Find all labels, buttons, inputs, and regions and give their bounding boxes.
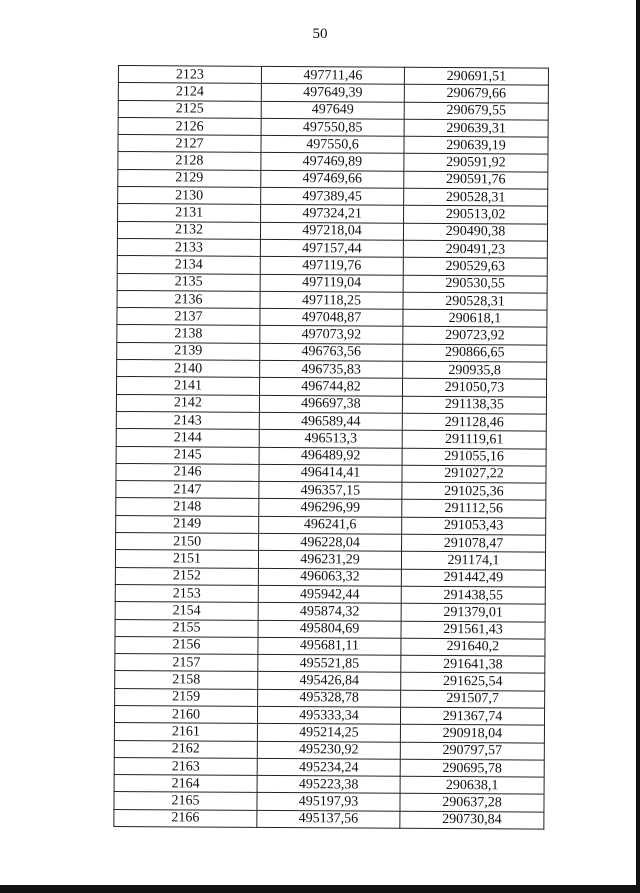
point-number-cell: 2138	[117, 325, 260, 343]
x-coordinate-cell: 495328,78	[258, 689, 401, 707]
point-number-cell: 2151	[115, 550, 258, 568]
x-coordinate-cell: 495197,93	[257, 793, 400, 811]
point-number-cell: 2140	[117, 360, 260, 378]
x-coordinate-cell: 495521,85	[258, 654, 401, 672]
x-coordinate-cell: 497119,76	[260, 257, 403, 275]
x-coordinate-cell: 497118,25	[260, 291, 403, 309]
y-coordinate-cell: 290528,31	[404, 188, 548, 206]
x-coordinate-cell: 496296,99	[259, 499, 402, 517]
point-number-cell: 2143	[116, 411, 259, 429]
y-coordinate-cell: 291640,2	[401, 638, 545, 656]
point-number-cell: 2139	[117, 342, 260, 360]
point-number-cell: 2148	[116, 498, 259, 516]
point-number-cell: 2144	[116, 429, 259, 447]
scan-border-right	[636, 0, 640, 893]
x-coordinate-cell: 497550,6	[261, 136, 404, 154]
x-coordinate-cell: 496744,82	[259, 378, 402, 396]
y-coordinate-cell: 290730,84	[400, 811, 544, 829]
point-number-cell: 2128	[118, 152, 261, 170]
x-coordinate-cell: 497218,04	[260, 222, 403, 240]
point-number-cell: 2155	[115, 619, 258, 637]
point-number-cell: 2145	[116, 446, 259, 464]
y-coordinate-cell: 290679,66	[404, 85, 548, 103]
y-coordinate-cell: 290618,1	[403, 309, 547, 327]
y-coordinate-cell: 291053,43	[402, 517, 546, 535]
point-number-cell: 2130	[118, 187, 261, 205]
y-coordinate-cell: 290866,65	[403, 344, 547, 362]
y-coordinate-cell: 291112,56	[402, 500, 546, 518]
point-number-cell: 2137	[117, 308, 260, 326]
x-coordinate-cell: 496697,38	[259, 395, 402, 413]
x-coordinate-cell: 495137,56	[257, 810, 400, 828]
y-coordinate-cell: 291128,46	[402, 413, 546, 431]
y-coordinate-cell: 291174,1	[401, 552, 545, 570]
x-coordinate-cell: 496589,44	[259, 412, 402, 430]
y-coordinate-cell: 290639,31	[404, 119, 548, 137]
point-number-cell: 2146	[116, 463, 259, 481]
x-coordinate-cell: 495942,44	[258, 585, 401, 603]
y-coordinate-cell: 291507,7	[401, 690, 545, 708]
x-coordinate-cell: 497649	[261, 101, 404, 119]
point-number-cell: 2164	[114, 775, 257, 793]
x-coordinate-cell: 495223,38	[257, 776, 400, 794]
point-number-cell: 2159	[115, 688, 258, 706]
point-number-cell: 2153	[115, 584, 258, 602]
point-number-cell: 2135	[117, 273, 260, 291]
x-coordinate-cell: 497550,85	[261, 118, 404, 136]
y-coordinate-cell: 291119,61	[402, 430, 546, 448]
point-number-cell: 2124	[118, 83, 261, 101]
x-coordinate-cell: 495234,24	[257, 758, 400, 776]
x-coordinate-cell: 497324,21	[261, 205, 404, 223]
x-coordinate-cell: 496489,92	[259, 447, 402, 465]
y-coordinate-cell: 290591,92	[404, 154, 548, 172]
x-coordinate-cell: 496241,6	[259, 516, 402, 534]
y-coordinate-cell: 291641,38	[401, 655, 545, 673]
point-number-cell: 2126	[118, 117, 261, 135]
x-coordinate-cell: 496357,15	[259, 481, 402, 499]
point-number-cell: 2133	[117, 238, 260, 256]
y-coordinate-cell: 290528,31	[403, 292, 547, 310]
x-coordinate-cell: 495333,34	[257, 706, 400, 724]
point-number-cell: 2161	[114, 723, 257, 741]
y-coordinate-cell: 291561,43	[401, 621, 545, 639]
y-coordinate-cell: 290529,63	[403, 258, 547, 276]
coordinates-table	[113, 65, 549, 830]
y-coordinate-cell: 290918,04	[400, 725, 544, 743]
y-coordinate-cell: 291027,22	[402, 465, 546, 483]
x-coordinate-cell: 495804,69	[258, 620, 401, 638]
point-number-cell: 2152	[115, 567, 258, 585]
point-number-cell: 2154	[115, 602, 258, 620]
y-coordinate-cell: 290491,23	[403, 240, 547, 258]
x-coordinate-cell: 496735,83	[260, 360, 403, 378]
point-number-cell: 2142	[116, 394, 259, 412]
y-coordinate-cell: 290637,28	[400, 794, 544, 812]
point-number-cell: 2136	[117, 290, 260, 308]
y-coordinate-cell: 291438,55	[401, 586, 545, 604]
x-coordinate-cell: 497389,45	[261, 187, 404, 205]
coordinates-sheet	[113, 65, 548, 830]
x-coordinate-cell: 495214,25	[257, 724, 400, 742]
point-number-cell: 2156	[115, 636, 258, 654]
point-number-cell: 2132	[117, 221, 260, 239]
x-coordinate-cell: 496228,04	[259, 533, 402, 551]
point-number-cell: 2157	[115, 654, 258, 672]
x-coordinate-cell: 497711,46	[261, 66, 404, 84]
y-coordinate-cell: 290530,55	[403, 275, 547, 293]
y-coordinate-cell: 290591,76	[404, 171, 548, 189]
point-number-cell: 2162	[114, 740, 257, 758]
point-number-cell: 2165	[114, 792, 257, 810]
point-number-cell: 2129	[118, 169, 261, 187]
y-coordinate-cell: 290695,78	[400, 759, 544, 777]
point-number-cell: 2147	[116, 481, 259, 499]
y-coordinate-cell: 291625,54	[401, 673, 545, 691]
y-coordinate-cell: 290513,02	[404, 206, 548, 224]
scan-border-bottom	[0, 885, 640, 893]
point-number-cell: 2141	[116, 377, 259, 395]
point-number-cell: 2123	[118, 66, 261, 84]
x-coordinate-cell: 496063,32	[258, 568, 401, 586]
x-coordinate-cell: 496763,56	[260, 343, 403, 361]
point-number-cell: 2163	[114, 757, 257, 775]
point-number-cell: 2160	[114, 705, 257, 723]
x-coordinate-cell: 497119,04	[260, 274, 403, 292]
point-number-cell: 2134	[117, 256, 260, 274]
x-coordinate-cell: 497469,89	[261, 153, 404, 171]
y-coordinate-cell: 291050,73	[402, 379, 546, 397]
x-coordinate-cell: 497073,92	[260, 326, 403, 344]
x-coordinate-cell: 497157,44	[260, 239, 403, 257]
point-number-cell: 2166	[114, 809, 257, 827]
x-coordinate-cell: 496414,41	[259, 464, 402, 482]
x-coordinate-cell: 497649,39	[261, 84, 404, 102]
y-coordinate-cell: 290638,1	[400, 776, 544, 794]
point-number-cell: 2150	[116, 533, 259, 551]
y-coordinate-cell: 291078,47	[402, 534, 546, 552]
x-coordinate-cell: 495426,84	[258, 672, 401, 690]
coordinates-table-body	[114, 66, 549, 830]
y-coordinate-cell: 290797,57	[400, 742, 544, 760]
x-coordinate-cell: 495681,11	[258, 637, 401, 655]
x-coordinate-cell: 496231,29	[258, 551, 401, 569]
y-coordinate-cell: 291367,74	[400, 707, 544, 725]
x-coordinate-cell: 497469,66	[261, 170, 404, 188]
point-number-cell: 2158	[115, 671, 258, 689]
y-coordinate-cell: 291055,16	[402, 448, 546, 466]
x-coordinate-cell: 495230,92	[257, 741, 400, 759]
y-coordinate-cell: 291025,36	[402, 482, 546, 500]
page-number: 50	[312, 26, 328, 42]
y-coordinate-cell: 290490,38	[403, 223, 547, 241]
y-coordinate-cell: 290691,51	[404, 67, 548, 85]
x-coordinate-cell: 496513,3	[259, 430, 402, 448]
y-coordinate-cell: 291442,49	[401, 569, 545, 587]
y-coordinate-cell: 291138,35	[402, 396, 546, 414]
x-coordinate-cell: 495874,32	[258, 603, 401, 621]
point-number-cell: 2127	[118, 135, 261, 153]
y-coordinate-cell: 290679,55	[404, 102, 548, 120]
y-coordinate-cell: 290935,8	[403, 361, 547, 379]
table-row	[114, 809, 544, 829]
point-number-cell: 2131	[118, 204, 261, 222]
point-number-cell: 2125	[118, 100, 261, 118]
x-coordinate-cell: 497048,87	[260, 309, 403, 327]
point-number-cell: 2149	[116, 515, 259, 533]
y-coordinate-cell: 290639,19	[404, 136, 548, 154]
y-coordinate-cell: 290723,92	[403, 327, 547, 345]
y-coordinate-cell: 291379,01	[401, 603, 545, 621]
